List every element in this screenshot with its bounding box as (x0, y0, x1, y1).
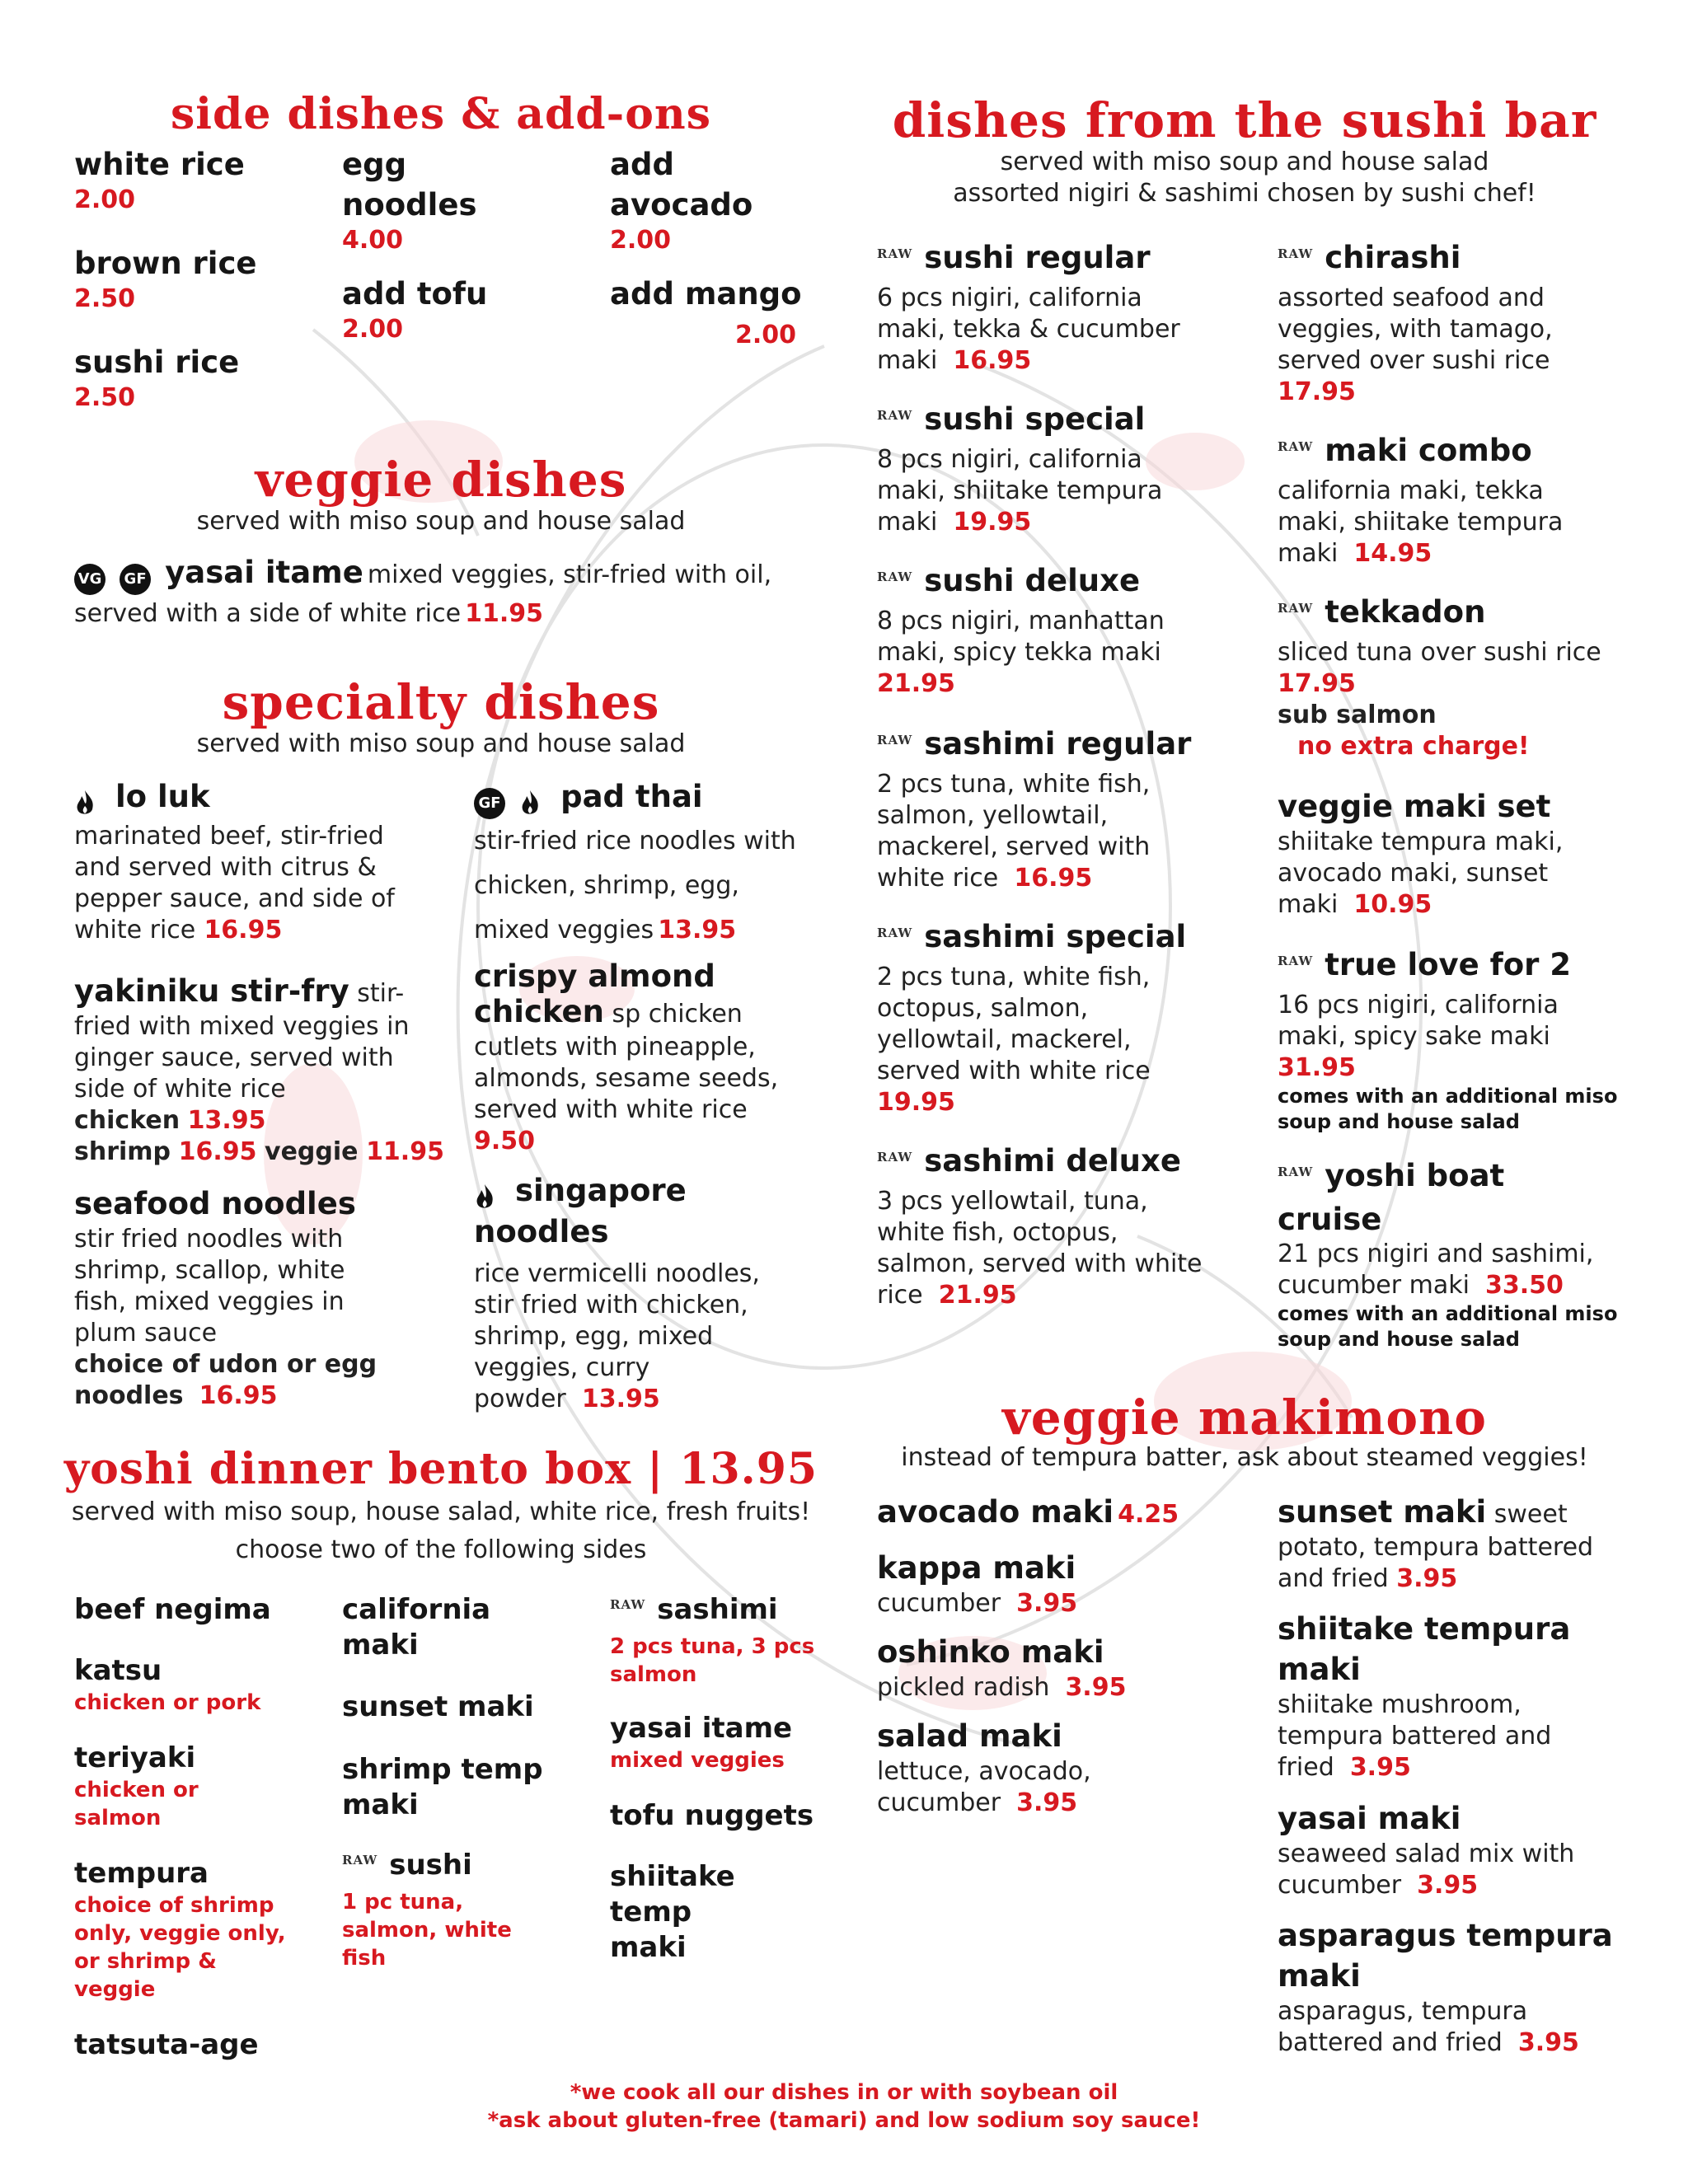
yasai-maki-item: yasai maki seaweed salad mix with cucumber 3.95 (1278, 1801, 1575, 1900)
footer-note-gluten-free: *ask about gluten-free (tamari) and low sodium soy sauce! (487, 2108, 1201, 2133)
bento-item-beef-negima: beef negima (74, 1593, 271, 1626)
salad-maki-item: salad maki lettuce, avocado, cucumber 3.95 (877, 1718, 1091, 1817)
yoshi-boat-item: $^{RAW}$ yoshi boat cruise 21 pcs nigiri and sashimi, cucumber maki 33.50 comes with an additional miso soup and house salad (1278, 1158, 1618, 1351)
side-item-add-mango: add mango 2.00 (610, 276, 802, 349)
kappa-maki-item: kappa maki cucumber 3.95 (877, 1550, 1078, 1618)
spicy-flame-icon (519, 790, 541, 818)
bento-item-katsu: katsu chicken or pork (74, 1654, 261, 1715)
bento-item-tatsuta-age: tatsuta-age (74, 2028, 259, 2061)
gluten-free-badge-icon: GF (120, 564, 151, 595)
bento-item-shrimp-temp-maki: shrimp temp maki (342, 1753, 543, 1821)
side-item-brown-rice: brown rice 2.50 (74, 246, 257, 313)
seafood-noodles-item: seafood noodles stir fried noodles with shrimp, scallop, white fish, mixed veggies in plum sauce choice of udon or egg noodles 16.95 (74, 1186, 377, 1410)
footer-note-soybean: *we cook all our dishes in or with soybean oil (570, 2080, 1118, 2105)
bento-subtitle-1: served with miso soup, house salad, white rice, fresh fruits! (71, 1497, 811, 1526)
true-love-item: $^{RAW}$ true love for 2 16 pcs nigiri, california maki, spicy sake maki 31.95 comes with an additional miso soup and house salad (1278, 947, 1618, 1133)
bento-item-tofu-nuggets: tofu nuggets (610, 1799, 814, 1832)
sides-heading: side dishes & add-ons (170, 89, 712, 139)
bento-item-teriyaki: teriyaki chicken or salmon (74, 1741, 199, 1830)
tekkadon-item: $^{RAW}$ tekkadon sliced tuna over sushi rice 17.95 sub salmon no extra charge! (1278, 594, 1601, 761)
spicy-flame-icon (74, 790, 96, 818)
yasai-itame-item: VG GF yasai itame mixed veggies, stir-fried with oil, served with a side of white rice 11.95 (74, 555, 772, 628)
sunset-maki-item: sunset maki sweet potato, tempura battered and fried 3.95 (1278, 1494, 1594, 1593)
bento-item-yasai-itame: yasai itame mixed veggies (610, 1712, 793, 1773)
sushi-bar-heading: dishes from the sushi bar (892, 92, 1597, 148)
gluten-free-badge-icon: GF (474, 788, 505, 819)
sashimi-regular-item: $^{RAW}$ sashimi regular 2 pcs tuna, white fish, salmon, yellowtail, mackerel, served with white rice 16.95 (877, 726, 1192, 893)
shiitake-tempura-maki-item: shiitake tempura maki shiitake mushroom, tempura battered and fried 3.95 (1278, 1611, 1571, 1782)
chirashi-item: $^{RAW}$ chirashi assorted seafood and veggies, with tamago, served over sushi rice 17.95 (1278, 240, 1553, 406)
bento-item-california-maki: california maki (342, 1593, 491, 1661)
yakiniku-item: yakiniku stir-fry stir-fried with mixed veggies in ginger sauce, served with side of white rice chicken 13.95 shrimp 16.95 veggie 11.95 (74, 973, 444, 1166)
bento-item-sashimi: $^{RAW}$ sashimi 2 pcs tuna, 3 pcs salmon (610, 1593, 815, 1687)
pad-thai-item: GF pad thai stir-fried rice noodles with chicken, shrimp, egg, mixed veggies 13.95 (474, 779, 796, 944)
oshinko-maki-item: oshinko maki pickled radish 3.95 (877, 1634, 1127, 1702)
sashimi-deluxe-item: $^{RAW}$ sashimi deluxe 3 pcs yellowtail, tuna, white fish, octopus, salmon, served with white rice 21.95 (877, 1143, 1203, 1310)
bento-subtitle-2: choose two of the following sides (235, 1535, 647, 1564)
sushi-bar-subtitle-1: served with miso soup and house salad (1000, 148, 1489, 176)
singapore-noodles-item: singapore noodles rice vermicelli noodles, stir fried with chicken, shrimp, egg, mixed veggies, curry powder 13.95 (474, 1173, 760, 1413)
crispy-almond-chicken-item: crispy almond chicken sp chicken cutlets with pineapple, almonds, sesame seeds, served with white rice 9.50 (474, 958, 779, 1155)
side-item-add-tofu: add tofu 2.00 (342, 276, 488, 344)
vegan-badge-icon: VG (74, 564, 106, 595)
bento-heading: yoshi dinner bento box | 13.95 (63, 1444, 818, 1494)
specialty-heading: specialty dishes (222, 674, 660, 730)
bento-item-shiitake-temp-maki: shiitake temp maki (610, 1860, 735, 1964)
sushi-regular-item: $^{RAW}$ sushi regular 6 pcs nigiri, california maki, tekka & cucumber maki 16.95 (877, 240, 1180, 375)
sushi-bar-subtitle-2: assorted nigiri & sashimi chosen by sushi chef! (953, 179, 1536, 208)
footer-notes (0, 2079, 1688, 2135)
lo-luk-item: lo luk marinated beef, stir-fried and served with citrus & pepper sauce, and side of white rice 16.95 (74, 779, 395, 944)
bento-item-sunset-maki: sunset maki (342, 1690, 534, 1723)
bento-item-sushi: $^{RAW}$ sushi 1 pc tuna, salmon, white fish (342, 1849, 512, 1971)
side-item-egg-noodles: egg noodles 4.00 (342, 147, 477, 255)
veggie-subtitle: served with miso soup and house salad (196, 507, 686, 536)
veggie-maki-set-item: veggie maki set shiitake tempura maki, avocado maki, sunset maki 10.95 (1278, 789, 1564, 919)
sashimi-special-item: $^{RAW}$ sashimi special 2 pcs tuna, white fish, octopus, salmon, yellowtail, mackerel, served with white rice 19.95 (877, 919, 1187, 1117)
side-item-white-rice: white rice 2.00 (74, 147, 245, 214)
avocado-maki-item: avocado maki 4.25 (877, 1494, 1179, 1530)
sushi-special-item: $^{RAW}$ sushi special 8 pcs nigiri, california maki, shiitake tempura maki 19.95 (877, 401, 1163, 537)
side-item-sushi-rice: sushi rice 2.50 (74, 344, 240, 412)
veggie-heading: veggie dishes (255, 452, 627, 508)
side-item-add-avocado: add avocado 2.00 (610, 147, 753, 255)
asparagus-tempura-maki-item: asparagus tempura maki asparagus, tempura battered and fried 3.95 (1278, 1918, 1613, 2057)
makimono-heading: veggie makimono (1002, 1390, 1487, 1446)
bento-item-tempura: tempura choice of shrimp only, veggie only, or shrimp & veggie (74, 1857, 286, 2002)
spicy-flame-icon (474, 1183, 495, 1212)
sushi-deluxe-item: $^{RAW}$ sushi deluxe 8 pcs nigiri, manhattan maki, spicy tekka maki 21.95 (877, 563, 1165, 698)
makimono-subtitle: instead of tempura batter, ask about steamed veggies! (901, 1443, 1588, 1472)
maki-combo-item: $^{RAW}$ maki combo california maki, tekka maki, shiitake tempura maki 14.95 (1278, 433, 1564, 568)
specialty-subtitle: served with miso soup and house salad (196, 729, 686, 758)
